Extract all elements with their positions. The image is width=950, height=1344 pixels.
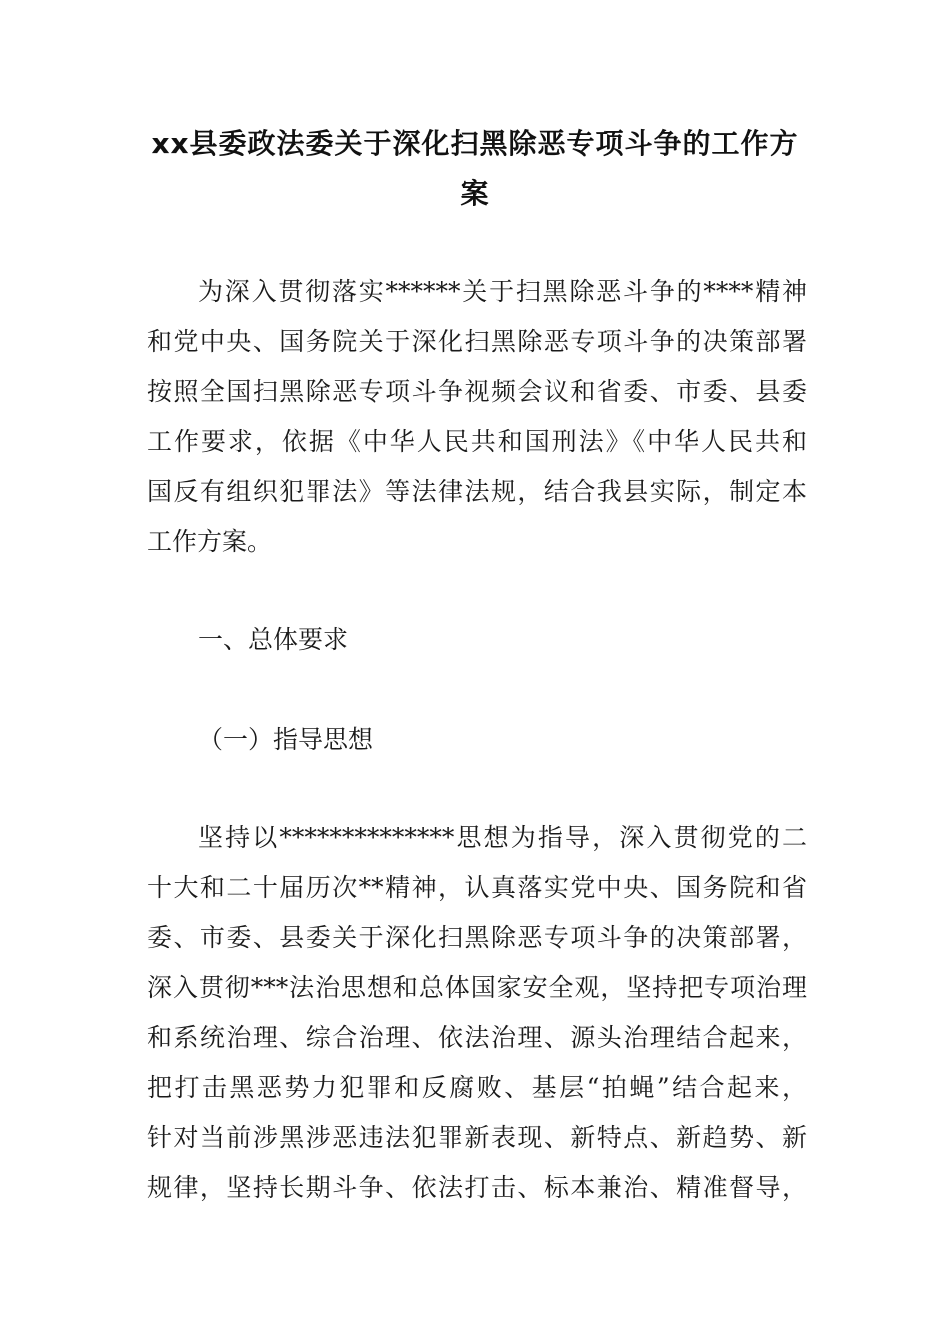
intro-line-2: 和党中央、国务院关于深化扫黑除恶专项斗争的决策部署	[147, 327, 807, 356]
section-heading: 一、总体要求	[198, 625, 349, 654]
intro-line-4: 工作要求，依据《中华人民共和国刑法》《中华人民共和	[147, 427, 807, 456]
intro-line-6: 工作方案。	[147, 527, 273, 556]
guideline-line-2: 十大和二十届历次**精神，认真落实党中央、国务院和省	[147, 873, 807, 902]
guideline-line-7: 针对当前涉黑涉恶违法犯罪新表现、新特点、新趋势、新	[147, 1123, 807, 1152]
subsection-heading: （一）指导思想	[198, 725, 374, 754]
guideline-line-1: 坚持以**************思想为指导，深入贯彻党的二	[198, 823, 807, 852]
guideline-line-4: 深入贯彻***法治思想和总体国家安全观，坚持把专项治理	[147, 973, 807, 1002]
intro-line-5: 国反有组织犯罪法》等法律法规，结合我县实际，制定本	[147, 477, 807, 506]
document-title-line-2: 案	[460, 177, 490, 210]
document-title-line-1: xx县委政法委关于深化扫黑除恶专项斗争的工作方	[151, 127, 799, 160]
guideline-line-5: 和系统治理、综合治理、依法治理、源头治理结合起来，	[147, 1023, 807, 1052]
guideline-line-3: 委、市委、县委关于深化扫黑除恶专项斗争的决策部署，	[147, 923, 807, 952]
guideline-line-6: 把打击黑恶势力犯罪和反腐败、基层“拍蝇”结合起来，	[147, 1073, 807, 1102]
intro-line-1: 为深入贯彻落实******关于扫黑除恶斗争的****精神	[198, 277, 807, 306]
intro-line-3: 按照全国扫黑除恶专项斗争视频会议和省委、市委、县委	[147, 377, 807, 406]
guideline-line-8: 规律，坚持长期斗争、依法打击、标本兼治、精准督导，	[147, 1173, 807, 1202]
